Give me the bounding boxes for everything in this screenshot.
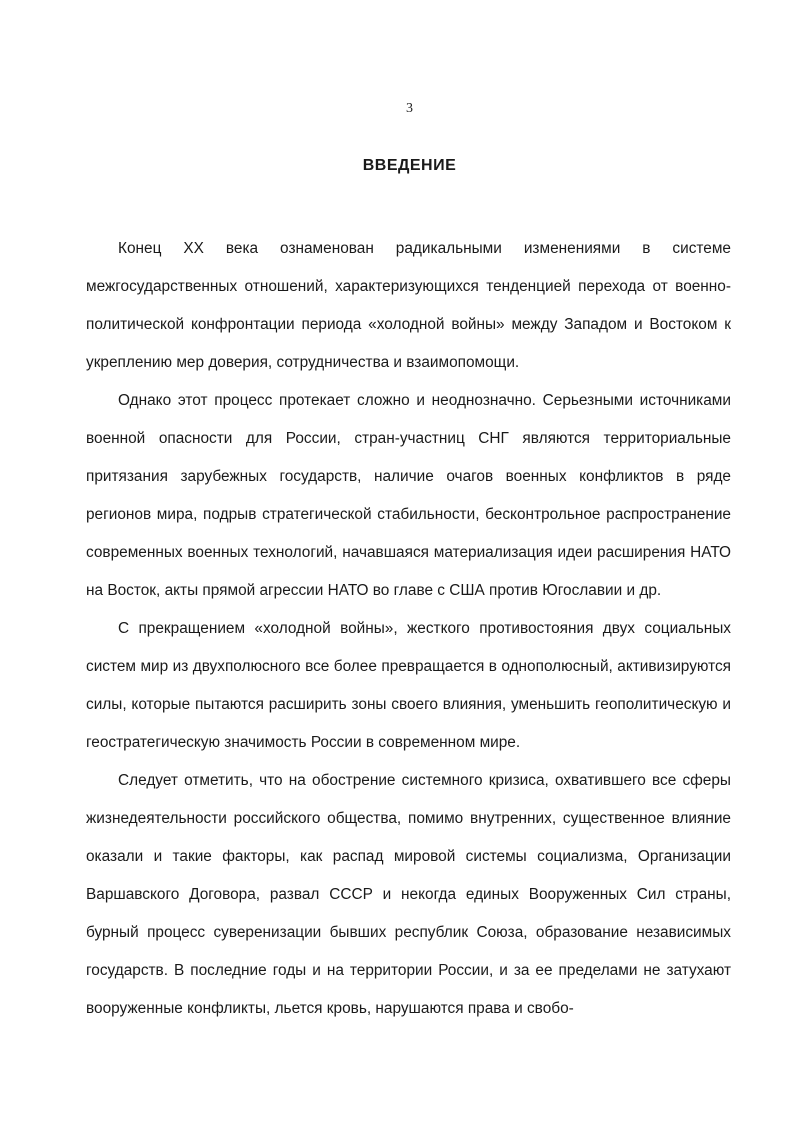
- paragraph-4: Следует отметить, что на обострение системного кризиса, охватившего все сферы жизнедеятельности российского общества, помимо внутренних, существенное влияние оказали и такие факторы, как распад мировой системы социализма, Организации Варшавского Договора, развал СССР и некогда единых Вооруженных Сил страны, бурный процесс суверенизации бывших республик Союза, образование независимых государств. В последние годы и на территории России, и за ее пределами не затухают вооруженные конфликты, льется кровь, нарушаются права и свобо-: [86, 772, 731, 1017]
- body-text: [86, 230, 731, 1028]
- page-number: 3: [406, 101, 413, 116]
- paragraph-1: Конец XX века ознаменован радикальными изменениями в системе межгосударственных отношений, характеризующихся тенденцией перехода от военно-политической конфронтации периода «холодной войны» между Западом и Востоком к укреплению мер доверия, сотрудничества и взаимопомощи.: [86, 240, 731, 371]
- paragraph-3: С прекращением «холодной войны», жесткого противостояния двух социальных систем мир из двухполюсного все более превращается в однополюсный, активизируются силы, которые пытаются расширить зоны своего влияния, уменьшить геополитическую и геостратегическую значимость России в современном мире.: [86, 620, 731, 751]
- paragraph-2: Однако этот процесс протекает сложно и неоднозначно. Серьезными источниками военной опасности для России, стран-участниц СНГ являются территориальные притязания зарубежных государств, наличие очагов военных конфликтов в ряде регионов мира, подрыв стратегической стабильности, бесконтрольное распространение современных военных технологий, начавшаяся материализация идеи расширения НАТО на Восток, акты прямой агрессии НАТО во главе с США против Югославии и др.: [86, 392, 731, 599]
- section-title: ВВЕДЕНИЕ: [362, 157, 457, 174]
